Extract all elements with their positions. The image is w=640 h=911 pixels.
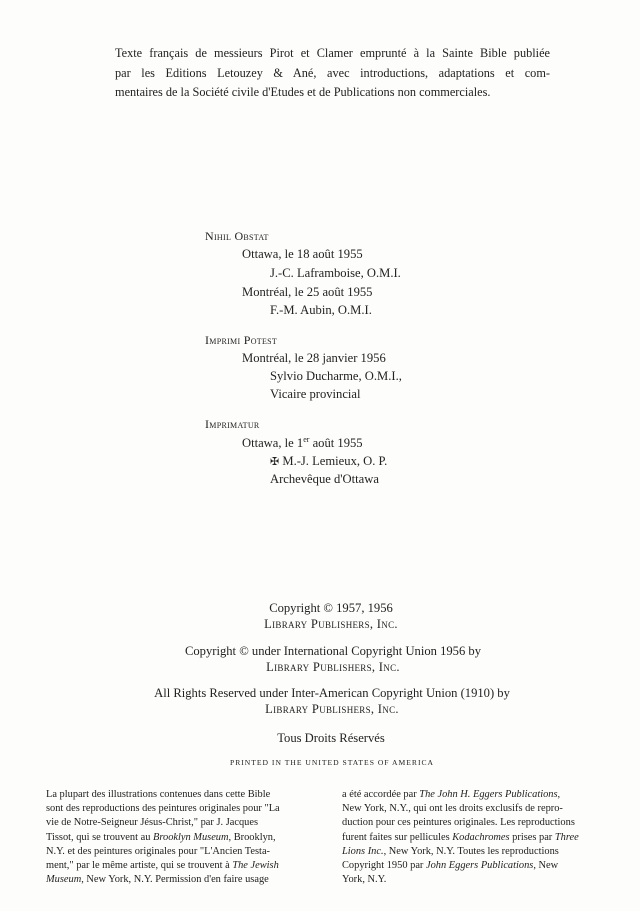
note-line: duction pour ces peintures originales. Les reproductions <box>342 817 575 829</box>
note-line: New York, N.Y., qui ont les droits exclusifs de repro- <box>342 803 563 815</box>
copyright-publisher-2: Library Publishers, Inc. <box>266 660 400 674</box>
note-line: York, N.Y. <box>342 874 387 886</box>
imprimi-potest-date: Montréal, le 28 janvier 1956 <box>242 351 386 365</box>
copyright-publisher-1: Library Publishers, Inc. <box>264 617 398 631</box>
note-line: a été accordée par The John H. Eggers Publications, <box>342 789 561 800</box>
notes-right-column <box>342 788 622 887</box>
imprimi-potest-heading: Imprimi Potest <box>205 333 278 347</box>
printed-in-usa: PRINTED IN THE UNITED STATES OF AMERICA <box>229 758 435 767</box>
note-line: Lions Inc., New York, N.Y. Toutes les reproductions <box>342 845 559 857</box>
intro-line: Texte français de messieurs Pirot et Clamer emprunté à la Sainte Bible publiée <box>115 46 550 60</box>
intro-line: mentaires de la Société civile d'Etudes et de Publications non commerciales. <box>115 85 491 100</box>
notes-left-column <box>46 788 331 887</box>
note-line: Museum, New York, N.Y. Permission d'en faire usage <box>46 874 269 886</box>
imprimi-potest-signer: Sylvio Ducharme, O.M.I., <box>270 369 402 383</box>
note-line: furent faites sur pellicules Kodachromes prises par Three <box>342 831 579 843</box>
note-line: vie de Notre-Seigneur Jésus-Christ," par J. Jacques <box>46 817 259 829</box>
nihil-obstat-signer-2: F.-M. Aubin, O.M.I. <box>270 303 372 317</box>
note-line: La plupart des illustrations contenues dans cette Bible <box>46 789 271 800</box>
note-line: ment," par le même artiste, qui se trouvent à The Jewish <box>46 860 279 872</box>
imprimatur-title: Archevêque d'Ottawa <box>270 472 379 486</box>
nihil-obstat-signer-1: J.-C. Laframboise, O.M.I. <box>270 266 401 280</box>
note-line: sont des reproductions des peintures originales pour "La <box>46 803 280 815</box>
note-line: N.Y. et des peintures originales pour "L'Ancien Testa- <box>46 845 271 857</box>
nihil-obstat-date-2: Montréal, le 25 août 1955 <box>242 285 373 299</box>
rights-reserved: Tous Droits Réservés <box>277 731 385 745</box>
intro-line: par les Editions Letouzey & Ané, avec introductions, adaptations et com- <box>115 65 550 80</box>
copyright-inter-american: All Rights Reserved under Inter-American Copyright Union (1910) by <box>154 686 510 700</box>
nihil-obstat-heading: Nihil Obstat <box>205 229 269 243</box>
imprimatur-signer: ✠ M.-J. Lemieux, O. P. <box>270 454 388 468</box>
note-line: Copyright 1950 par John Eggers Publications, New <box>342 860 559 872</box>
copyright-publisher-3: Library Publishers, Inc. <box>265 702 399 716</box>
cross-icon: ✠ <box>270 455 280 468</box>
copyright-years: Copyright © 1957, 1956 <box>269 601 393 615</box>
imprimatur-date: Ottawa, le 1er août 1955 <box>242 435 363 451</box>
intro-paragraph <box>115 44 550 103</box>
imprimatur-heading: Imprimatur <box>205 417 260 431</box>
imprimi-potest-title: Vicaire provincial <box>270 387 361 401</box>
copyright-international: Copyright © under International Copyright Union 1956 by <box>184 644 482 658</box>
nihil-obstat-date-1: Ottawa, le 18 août 1955 <box>242 247 363 261</box>
note-line: Tissot, qui se trouvent au Brooklyn Museum, Brooklyn, <box>46 831 276 843</box>
